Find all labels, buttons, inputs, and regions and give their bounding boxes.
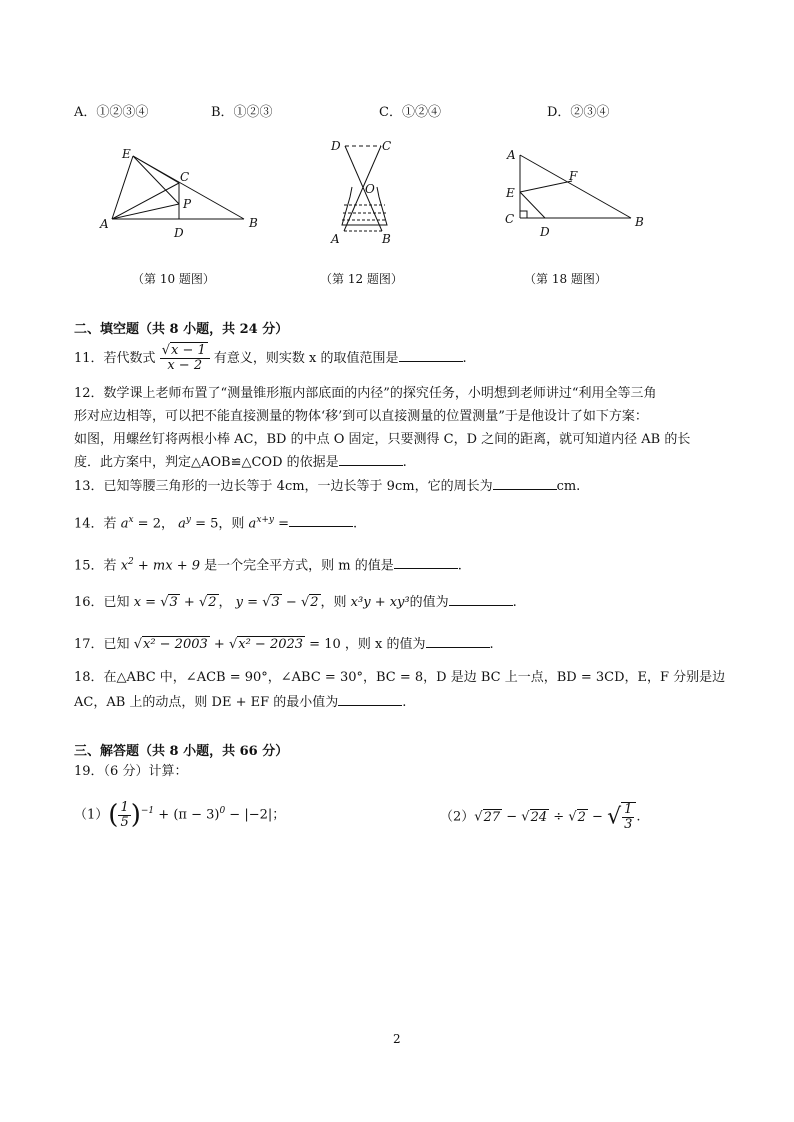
q12-line-2: 形对应边相等，可以把不能直接测量的物体‘移’到可以直接测量的位置测量”于是他设计了如下方案： xyxy=(74,409,648,424)
q16-then: ，则 xyxy=(320,595,347,610)
fig10-label-e: E xyxy=(122,147,131,161)
q19-part1-fraction xyxy=(118,801,130,830)
q19-part2-r2: 24 xyxy=(530,809,548,825)
fig10-label-p: P xyxy=(183,197,192,211)
q18-end: . xyxy=(402,695,407,710)
question-16: 16．已知 x = √3 + √2 ， y = √3 − √2 ，则 x³y + xy³的值为 . xyxy=(74,595,517,610)
q16-y-r2: 2 xyxy=(310,595,319,610)
q19-part2-div: ÷ xyxy=(549,809,569,825)
fig10-label-d: D xyxy=(174,226,184,240)
q18-line-2-text: AC，AB 上的动点，则 DE + EF 的最小值为 xyxy=(74,695,339,710)
q12-line-3: 如图，用螺丝钉将两根小棒 AC，BD 的中点 O 固定，只要测得 C，D 之间的距离，就可知道内径 AB 的长 xyxy=(74,432,691,447)
fig18-label-d: D xyxy=(540,225,550,239)
q14-prefix: 14．若 xyxy=(74,516,117,532)
q19-part-2: （2）√27 − √24 ÷ √2 − √ $\frac{1}{3}$ . xyxy=(440,802,641,832)
fig12-label-c: C xyxy=(382,139,392,153)
figure-18 xyxy=(500,140,655,240)
fig18-label-b: B xyxy=(635,215,644,229)
q17-suffix: ，则 x 的值为 xyxy=(344,637,426,652)
fig18-label-a: A xyxy=(507,148,516,162)
q18-line-2 xyxy=(74,692,406,714)
q14-end: . xyxy=(353,516,358,532)
q19-part2-end: . xyxy=(636,809,641,825)
q19-part1-rest: + (π − 3) xyxy=(158,807,220,823)
q19-part2-r3: 2 xyxy=(577,809,586,825)
q17-r2: x² − 2023 xyxy=(238,637,304,652)
q15-suffix: 是一个完全平方式，则 m 的值是 xyxy=(204,558,394,574)
q15-answer-blank[interactable] xyxy=(394,556,458,569)
q16-y-r1: 3 xyxy=(271,595,280,610)
q15-expr-exp: 2 xyxy=(128,557,134,567)
fig18-label-e: E xyxy=(506,186,515,200)
q19-part2-num: 1 xyxy=(624,802,633,817)
figure-18-caption: （第 18 题图） xyxy=(524,272,607,286)
q15-end: . xyxy=(457,558,462,574)
q14-answer-blank[interactable] xyxy=(289,514,353,527)
q19-part1-exp0: 0 xyxy=(219,806,226,817)
q17-r1: x² − 2003 xyxy=(142,637,208,652)
q11-end: . xyxy=(462,351,467,366)
q12-line-1: 12．数学课上老师布置了“测量锥形瓶内部底面的内径”的探究任务，小明想到老师讲过“利用全等三角 xyxy=(74,386,657,401)
q13-answer-blank[interactable] xyxy=(493,477,557,490)
q15-expr-b: + mx + 9 xyxy=(133,558,201,574)
q11-fraction: $\frac{√x - 1}{x - 2}$ xyxy=(160,344,210,373)
section-2-heading: 二、填空题（共 8 小题，共 24 分） xyxy=(74,322,289,337)
q12-end: . xyxy=(402,455,407,470)
q14-cond1-base: a xyxy=(120,516,129,532)
q19-part2-r1: 27 xyxy=(483,809,501,825)
q13-text: 13．已知等腰三角形的一边长等于 4cm，一边长等于 9cm，它的周长为 xyxy=(74,479,493,494)
question-14 xyxy=(74,509,357,535)
figure-10 xyxy=(95,140,270,240)
q19-part-1: （1）( $\frac{1}{5}$ )$^{-1} + (\pi - 3)^0 - |-2|$； xyxy=(74,799,286,830)
q19-part2-minus: − xyxy=(502,809,522,825)
q16-answer-blank[interactable] xyxy=(449,593,513,606)
q14-cond1-val: = 2， xyxy=(133,516,174,532)
q17-plus: + xyxy=(209,637,229,652)
q14-cond2-val: = 5，则 xyxy=(190,516,245,532)
q12-answer-blank[interactable] xyxy=(339,453,403,466)
q14-cond1-exp: x xyxy=(128,515,134,525)
question-13 xyxy=(74,476,580,498)
fig12-label-a: A xyxy=(331,232,340,246)
choice-a: A．①②③④ xyxy=(74,105,149,120)
q16-expr: x³y + xy³ xyxy=(350,595,410,610)
q16-minus: − xyxy=(281,595,301,610)
q13-end: cm. xyxy=(556,479,581,494)
q16-sep: ， xyxy=(218,595,232,610)
fig10-label-a: A xyxy=(100,217,109,231)
q19-part1-den: 5 xyxy=(120,814,129,830)
q12-line-4-text: 度．此方案中，判定△AOB≌△COD 的依据是 xyxy=(74,455,339,470)
fig18-label-c: C xyxy=(505,212,515,226)
choice-b: B．①②③ xyxy=(211,105,273,120)
fig12-label-b: B xyxy=(382,232,391,246)
q18-line-1: 18．在△ABC 中，∠ACB = 90°，∠ABC = 30°，BC = 8，D 是边 BC 上一点，BD = 3CD，E，F 分别是边 xyxy=(74,670,726,685)
q16-x-r1: 3 xyxy=(169,595,178,610)
q16-x-r2: 2 xyxy=(208,595,217,610)
q16-prefix: 16．已知 xyxy=(74,595,130,610)
q16-end: . xyxy=(512,595,517,610)
q15-prefix: 15．若 xyxy=(74,558,117,574)
q12-line-4 xyxy=(74,452,407,474)
q17-eq: = 10 xyxy=(305,637,341,652)
q19-title: 19．（6 分）计算： xyxy=(74,764,188,779)
q17-answer-blank[interactable] xyxy=(426,635,490,648)
q11-suffix: 有意义，则实数 x 的取值范围是 xyxy=(213,351,399,366)
figure-10-caption: （第 10 题图） xyxy=(132,272,215,286)
q14-cond2-exp: y xyxy=(185,515,191,525)
q11-denominator: x − 2 xyxy=(167,358,203,373)
q19-part1-label: （1） xyxy=(74,807,109,823)
question-15 xyxy=(74,551,462,577)
fig12-label-d: D xyxy=(331,139,341,153)
q16-suffix: 的值为 xyxy=(409,595,449,610)
section-3-heading: 三、解答题（共 8 小题，共 66 分） xyxy=(74,744,289,759)
q14-target-base: a xyxy=(248,516,257,532)
q17-prefix: 17．已知 xyxy=(74,637,130,652)
q11-numerator: x − 1 xyxy=(170,343,206,358)
q17-end: . xyxy=(489,637,494,652)
q19-part2-minus2: − xyxy=(587,809,608,825)
question-17: 17．已知 √x² − 2003 + √x² − 2023 = 10 ，则 x 的值为 . xyxy=(74,637,494,652)
page-number: 2 xyxy=(393,1032,401,1046)
q19-part1-tail: − |−2|； xyxy=(225,807,286,823)
choice-c: C．①②④ xyxy=(379,105,441,120)
q19-part1-num: 1 xyxy=(120,799,129,815)
figure-12-caption: （第 12 题图） xyxy=(320,272,403,286)
q18-answer-blank[interactable] xyxy=(338,693,402,706)
choice-d: D．②③④ xyxy=(547,105,610,120)
fig12-label-o: O xyxy=(365,182,375,196)
q11-answer-blank[interactable] xyxy=(399,349,463,362)
q15-expr-a: x xyxy=(120,558,129,574)
q16-x-def: x = xyxy=(133,595,161,610)
fig10-label-b: B xyxy=(249,216,258,230)
q19-part2-label: （2） xyxy=(440,809,475,825)
fig10-label-c: C xyxy=(180,170,190,184)
q19-part2-den: 3 xyxy=(624,817,633,832)
q16-plus: + xyxy=(179,595,199,610)
q19-part2-fraction xyxy=(621,802,636,832)
figure-12 xyxy=(325,135,405,250)
q16-y-def: y = xyxy=(235,595,263,610)
q11-prefix: 11．若代数式 xyxy=(74,351,156,366)
fig18-label-f: F xyxy=(569,169,578,183)
q14-target-eq: = xyxy=(274,516,290,532)
q19-part1-exp: −1 xyxy=(140,806,155,817)
question-11 xyxy=(74,344,467,373)
q14-target-exp: x+y xyxy=(256,515,275,525)
q14-cond2-base: a xyxy=(178,516,186,532)
